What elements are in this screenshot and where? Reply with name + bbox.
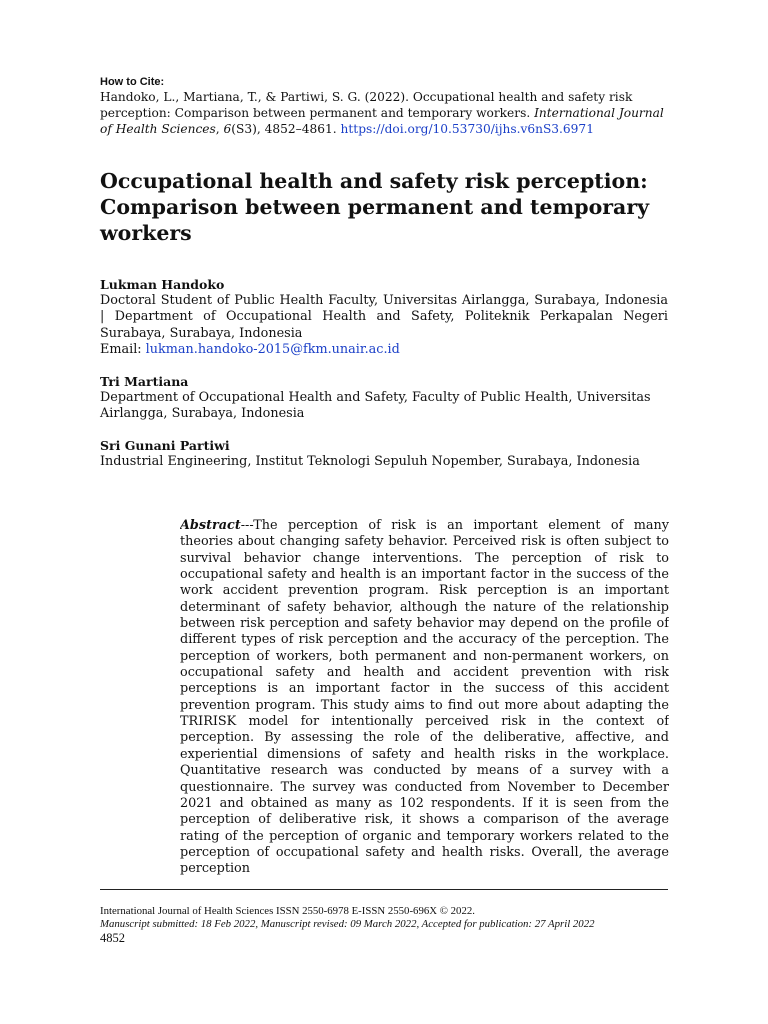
abstract-text: ---The perception of risk is an important element of many theories about changing safety behavior. Perceived risk is often subject to survival behavior change interventions. The perception of risk to occupational safety and health is an important factor in the success of the work accident prevention program. Risk perception is an important determinant of safety behavior, although the nature of the relationship between risk perception and safety behavior may depend on the profile of different types of risk perception and the accuracy of the perception. The perception of workers, both permanent and non-permanent workers, on occupational safety and health and accident prevention with risk perceptions is an important factor in the success of this accident prevention program. This study aims to find out more about adapting the TRIRISK model for intentionally perceived risk in the context of perception. By assessing the role of the deliberative, affective, and experiential dimensions of safety and health risks in the workplace. Quantitative research was conducted by means of a survey with a questionnaire. The survey was conducted from November to December 2021 and obtained as many as 102 respondents. If it is seen from the perception of deliberative risk, it shows a comparison of the average rating of the perception of organic and temporary workers related to the perception of occupational safety and health risks. Overall, the average perception <box>180 518 669 877</box>
author-block <box>100 277 668 359</box>
paper-title: Occupational health and safety risk perception: Comparison between permanent and temporary workers <box>100 169 650 245</box>
author-affiliation: Doctoral Student of Public Health Faculty, Universitas Airlangga, Surabaya, Indonesia | Department of Occupational Health and Safety, Politeknik Perkapalan Negeri Surabaya, Surabaya, Indonesia <box>100 293 668 341</box>
author-name: Lukman Handoko <box>100 277 225 292</box>
author-name: Sri Gunani Partiwi <box>100 438 230 453</box>
citation-text: Handoko, L., Martiana, T., & Partiwi, S. G. (2022). Occupational health and safety risk perception: Comparison between permanent and temporary workers. International Journal of Health Sciences, 6(S3), 4852–4861. https://doi.org/10.53730/ijhs.v6nS3.6971 <box>100 90 664 136</box>
page-number: 4852 <box>100 931 125 945</box>
author-email-link[interactable]: lukman.handoko-2015@fkm.unair.ac.id <box>145 342 400 358</box>
citation-journal: International Journal of Health Sciences <box>100 106 664 136</box>
footer-journal-line: International Journal of Health Sciences ISSN 2550-6978 E-ISSN 2550-696X © 2022. <box>100 905 475 917</box>
footer-dates-line: Manuscript submitted: 18 Feb 2022, Manuscript revised: 09 March 2022, Accepted for publication: 27 April 2022 <box>100 918 595 930</box>
author-affiliation: Department of Occupational Health and Safety, Faculty of Public Health, Universitas Airlangga, Surabaya, Indonesia <box>100 390 651 422</box>
author-affiliation: Industrial Engineering, Institut Teknologi Sepuluh Nopember, Surabaya, Indonesia <box>100 454 640 469</box>
citation-label: How to Cite: <box>100 76 165 88</box>
page-footer <box>100 905 668 946</box>
author-name: Tri Martiana <box>100 374 189 389</box>
footer-divider <box>100 889 668 890</box>
citation-block <box>100 76 668 137</box>
author-email-line: Email: lukman.handoko-2015@fkm.unair.ac.id <box>100 342 400 358</box>
abstract <box>180 518 669 878</box>
doi-link[interactable]: https://doi.org/10.53730/ijhs.v6nS3.6971 <box>340 122 594 136</box>
citation-volume: 6 <box>223 122 232 136</box>
author-block <box>100 438 668 470</box>
abstract-label: Abstract <box>180 518 241 533</box>
author-block <box>100 374 668 423</box>
